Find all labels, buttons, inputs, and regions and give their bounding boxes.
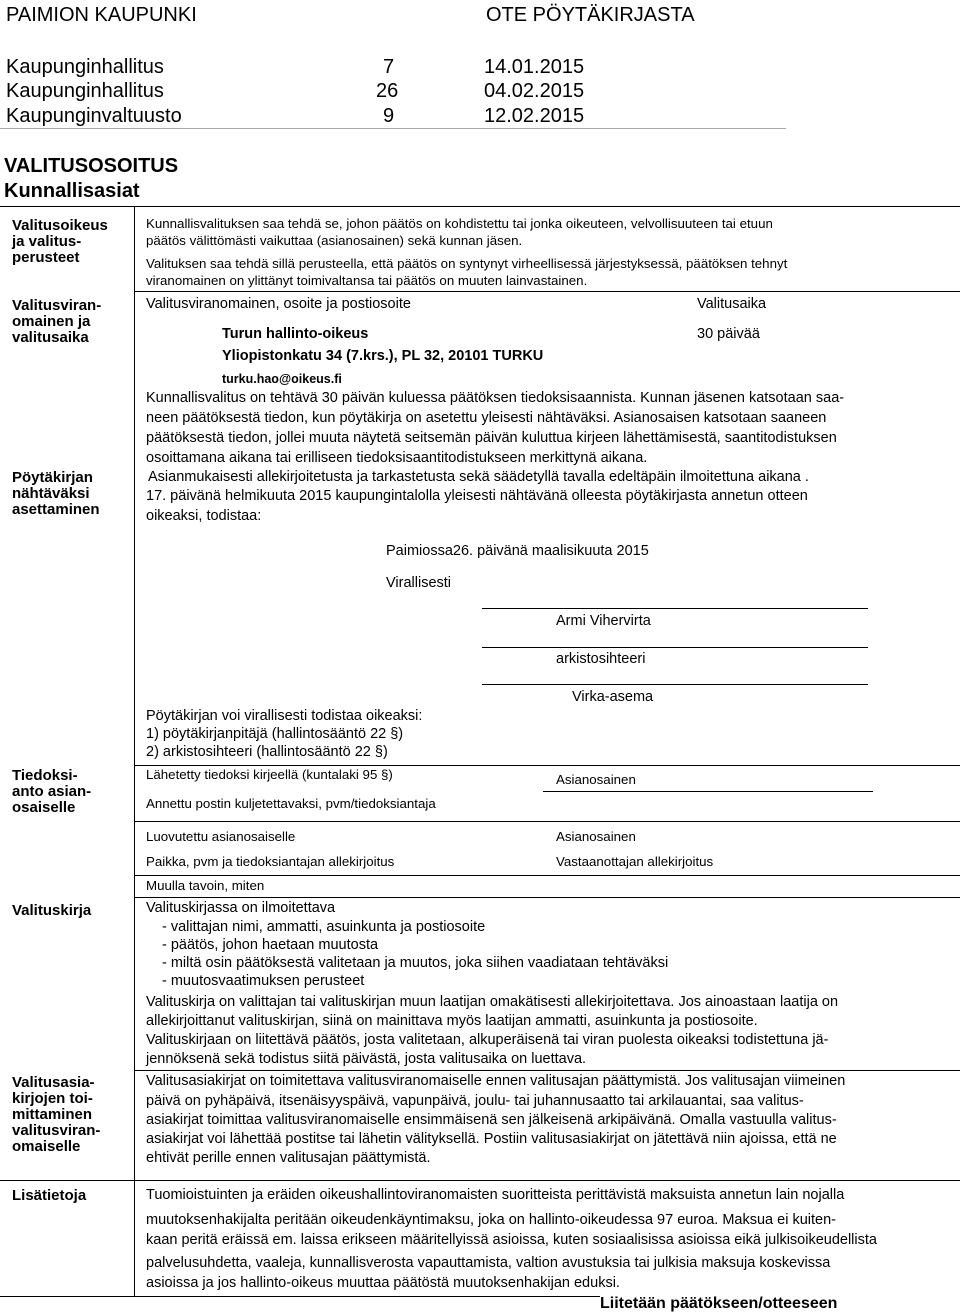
deadline-text: Kunnallisvalitus on tehtävä 30 päivän kuluessa päätöksen tiedoksisaannista. Kunnan jäsenen katsotaan saa- — [146, 390, 845, 406]
authority-address: Yliopistonkatu 34 (7.krs.), PL 32, 20101 TURKU — [222, 348, 544, 364]
meeting-date: 04.02.2015 — [484, 80, 585, 102]
column-divider — [134, 206, 135, 1296]
notification-handed-label: Luovutettu asianosaiselle — [146, 829, 296, 844]
receiver-signature-label: Vastaanottajan allekirjoitus — [556, 854, 714, 869]
authority-name: Turun hallinto-oikeus — [222, 326, 369, 342]
deadline-text: osoittamana aikana tai erilliseen tiedoksisaantitodistukseen merkittynä aikana. — [146, 450, 648, 466]
delivery-text: Valitusasiakirjat on toimitettava valitusviranomaiselle ennen valitusajan päättymistä. Jos valitusajan viimeinen — [146, 1073, 846, 1089]
info-text: Tuomioistuinten ja eräiden oikeushallintoviranomaisten suoritteista perittävistä maksuista annetun lain nojalla — [146, 1187, 845, 1203]
appeal-letter-intro: Valituskirjassa on ilmoitettava — [146, 900, 336, 916]
place-and-date: Paimiossa26. päivänä maalisikuuta 2015 — [386, 543, 649, 559]
appeal-letter-text: Valituskirja on valittajan tai valituskirjan muun laatijan omakätisesti allekirjoitettava. Jos ainoastaan laatija on — [146, 994, 839, 1010]
authority-column-label: Valitusviranomainen, osoite ja postiosoite — [146, 296, 411, 312]
appeal-time-label: Valitusaika — [697, 296, 767, 312]
deadline-text: päätöksestä tiedon, jollei muuta näytetä seitsemän päivän kuluttua kirjeen lähettämisestä, saantitodistuksen — [146, 430, 837, 446]
meeting-body: Kaupunginhallitus — [6, 56, 164, 78]
notification-sent-label: Lähetetty tiedoksi kirjeellä (kuntalaki 95 §) — [146, 767, 393, 782]
info-text: palvelusuhdetta, vaaleja, kunnallisverosta vapauttamista, valtion avustuksia tai julkisia maksuja koskevissa — [146, 1255, 831, 1271]
appeal-period: 30 päivää — [697, 326, 760, 342]
meeting-number: 9 — [383, 105, 395, 127]
side-heading-authority: Valitusviran- omainen ja valitusaika — [12, 297, 102, 346]
section-divider — [135, 821, 960, 822]
frame-top — [0, 206, 960, 207]
page-title: VALITUSOSOITUS — [4, 155, 179, 177]
section-divider — [135, 291, 960, 292]
section-divider — [135, 765, 960, 766]
notification-signature-label: Paikka, pvm ja tiedoksiantajan allekirjoitus — [146, 854, 395, 869]
header-divider — [0, 128, 786, 129]
appeal-grounds-text: Valituksen saa tehdä sillä perusteella, että päätös on syntynyt virheellisessä järjestyksessä, päätöksen tehnyt — [146, 256, 788, 271]
org-name: PAIMION KAUPUNKI — [6, 4, 197, 26]
info-text: muutoksenhakijalta peritään oikeudenkäyntimaksu, joka on hallinto-oikeudessa 97 euroa. Maksua ei kuiten- — [146, 1212, 836, 1228]
appeal-right-text: Kunnallisvalituksen saa tehdä se, johon päätös on kohdistettu tai jonka oikeuteen, velvollisuuteen tai etuun — [146, 216, 773, 231]
meeting-date: 14.01.2015 — [484, 56, 585, 78]
side-heading-notification: Tiedoksi- anto asian- osaiselle — [12, 767, 92, 816]
side-heading-appeal-right: Valitusoikeus ja valitus- perusteet — [12, 217, 108, 266]
official-label: Virallisesti — [386, 575, 452, 591]
info-text: asioissa ja jos hallinto-oikeus muuttaa päätöstä muutoksenhakijan eduksi. — [146, 1275, 620, 1291]
notification-mailed-label: Annettu postin kuljetettavaksi, pvm/tiedoksiantaja — [146, 796, 436, 811]
position-label: Virka-asema — [572, 689, 654, 705]
delivery-text: asiakirjat toimittaa valitusviranomaiselle ensimmäisenä sen jälkeisenä arkipäivänä. Omalla vastuulla valitus- — [146, 1112, 837, 1128]
delivery-text: asiakirjat voi lähettää postitse tai lähetin välityksellä. Postiin valitusasiakirjat on jätettävä niin ajoissa, että ne — [146, 1131, 837, 1147]
appeal-letter-item: - muutosvaatimuksen perusteet — [162, 973, 365, 989]
publication-text: Asianmukaisesti allekirjoitetusta ja tarkastetusta sekä säädetyllä tavalla edeltäpäin ilmoitettuna aikana . — [148, 469, 809, 485]
appeal-letter-text: jennöksenä sekä todistus siitä päivästä, josta valitusaika on luettava. — [146, 1051, 587, 1067]
section-divider — [135, 875, 960, 876]
document-type: OTE PÖYTÄKIRJASTA — [486, 4, 695, 26]
attachment-note: Liitetään päätökseen/otteeseen — [600, 1295, 838, 1312]
party-label: Asianosainen — [556, 829, 636, 844]
appeal-grounds-text: viranomainen on ylittänyt toimivaltansa tai päätös on muuten lainvastainen. — [146, 273, 588, 288]
appeal-letter-item: - päätös, johon haetaan muutosta — [162, 937, 379, 953]
signer-name: Armi Vihervirta — [556, 613, 651, 629]
authority-email: turku.hao@oikeus.fi — [222, 372, 342, 386]
deadline-text: neen päätöksestä tiedon, kun pöytäkirja on asetettu yleisesti nähtäväksi. Asianosaisen katsotaan saaneen — [146, 410, 827, 426]
appeal-letter-item: - valittajan nimi, ammatti, asuinkunta ja postiosoite — [162, 919, 486, 935]
side-heading-info: Lisätietoja — [12, 1187, 87, 1204]
signature-line — [543, 791, 873, 792]
appeal-right-text: päätös välittömästi vaikuttaa (asianosainen) sekä kunnan jäsen. — [146, 233, 523, 248]
frame-bottom — [0, 1296, 600, 1297]
meeting-body: Kaupunginvaltuusto — [6, 105, 182, 127]
section-divider — [135, 1070, 960, 1071]
meeting-body: Kaupunginhallitus — [6, 80, 164, 102]
page-subtitle: Kunnallisasiat — [4, 180, 140, 202]
meeting-number: 26 — [376, 80, 399, 102]
signature-line — [482, 608, 868, 609]
appeal-letter-text: allekirjoittanut valituskirjan, siinä on mainittava myös laatijan ammatti, asuinkunta ja postiosoite. — [146, 1013, 758, 1029]
signer-title: arkistosihteeri — [556, 651, 646, 667]
section-divider — [0, 1180, 960, 1181]
delivery-text: päivä on pyhäpäivä, itsenäisyyspäivä, vapunpäivä, joulu- tai juhannusaatto tai arkilauantai, saa valitus- — [146, 1093, 804, 1109]
meeting-number: 7 — [383, 56, 395, 78]
certify-copy-text: 1) pöytäkirjanpitäjä (hallintosääntö 22 §) — [146, 726, 404, 742]
party-label: Asianosainen — [556, 772, 636, 787]
publication-text: 17. päivänä helmikuuta 2015 kaupungintalolla yleisesti nähtävänä olleesta pöytäkirjasta annetun otteen — [146, 488, 808, 504]
delivery-text: ehtivät perille ennen valitusajan päättymistä. — [146, 1150, 431, 1166]
certify-copy-text: Pöytäkirjan voi virallisesti todistaa oikeaksi: — [146, 708, 423, 724]
side-heading-appeal-letter: Valituskirja — [12, 902, 92, 919]
appeal-letter-item: - miltä osin päätöksestä valitetaan ja muutos, joka siihen vaadiataan tehtäväksi — [162, 955, 669, 971]
meeting-date: 12.02.2015 — [484, 105, 585, 127]
certify-copy-text: 2) arkistosihteeri (hallintosääntö 22 §) — [146, 744, 388, 760]
signature-line — [482, 647, 868, 648]
section-divider — [135, 897, 960, 898]
info-text: kaan peritä eräissä em. laissa erikseen määritellyissä asioissa, kuten sosiaalisissa asioissa eikä julkisoikeudellista — [146, 1232, 877, 1248]
publication-text: oikeaksi, todistaa: — [146, 508, 262, 524]
side-heading-delivery: Valitusasia- kirjojen toi- mittaminen valitusviran- omaiselle — [12, 1074, 101, 1155]
notification-other-label: Muulla tavoin, miten — [146, 878, 265, 893]
signature-line — [482, 684, 868, 685]
side-heading-publication: Pöytäkirjan nähtäväksi asettaminen — [12, 469, 100, 518]
appeal-letter-text: Valituskirjaan on liitettävä päätös, josta valitetaan, alkuperäisenä tai viran puolesta oikeaksi todistettuna jä- — [146, 1032, 829, 1048]
